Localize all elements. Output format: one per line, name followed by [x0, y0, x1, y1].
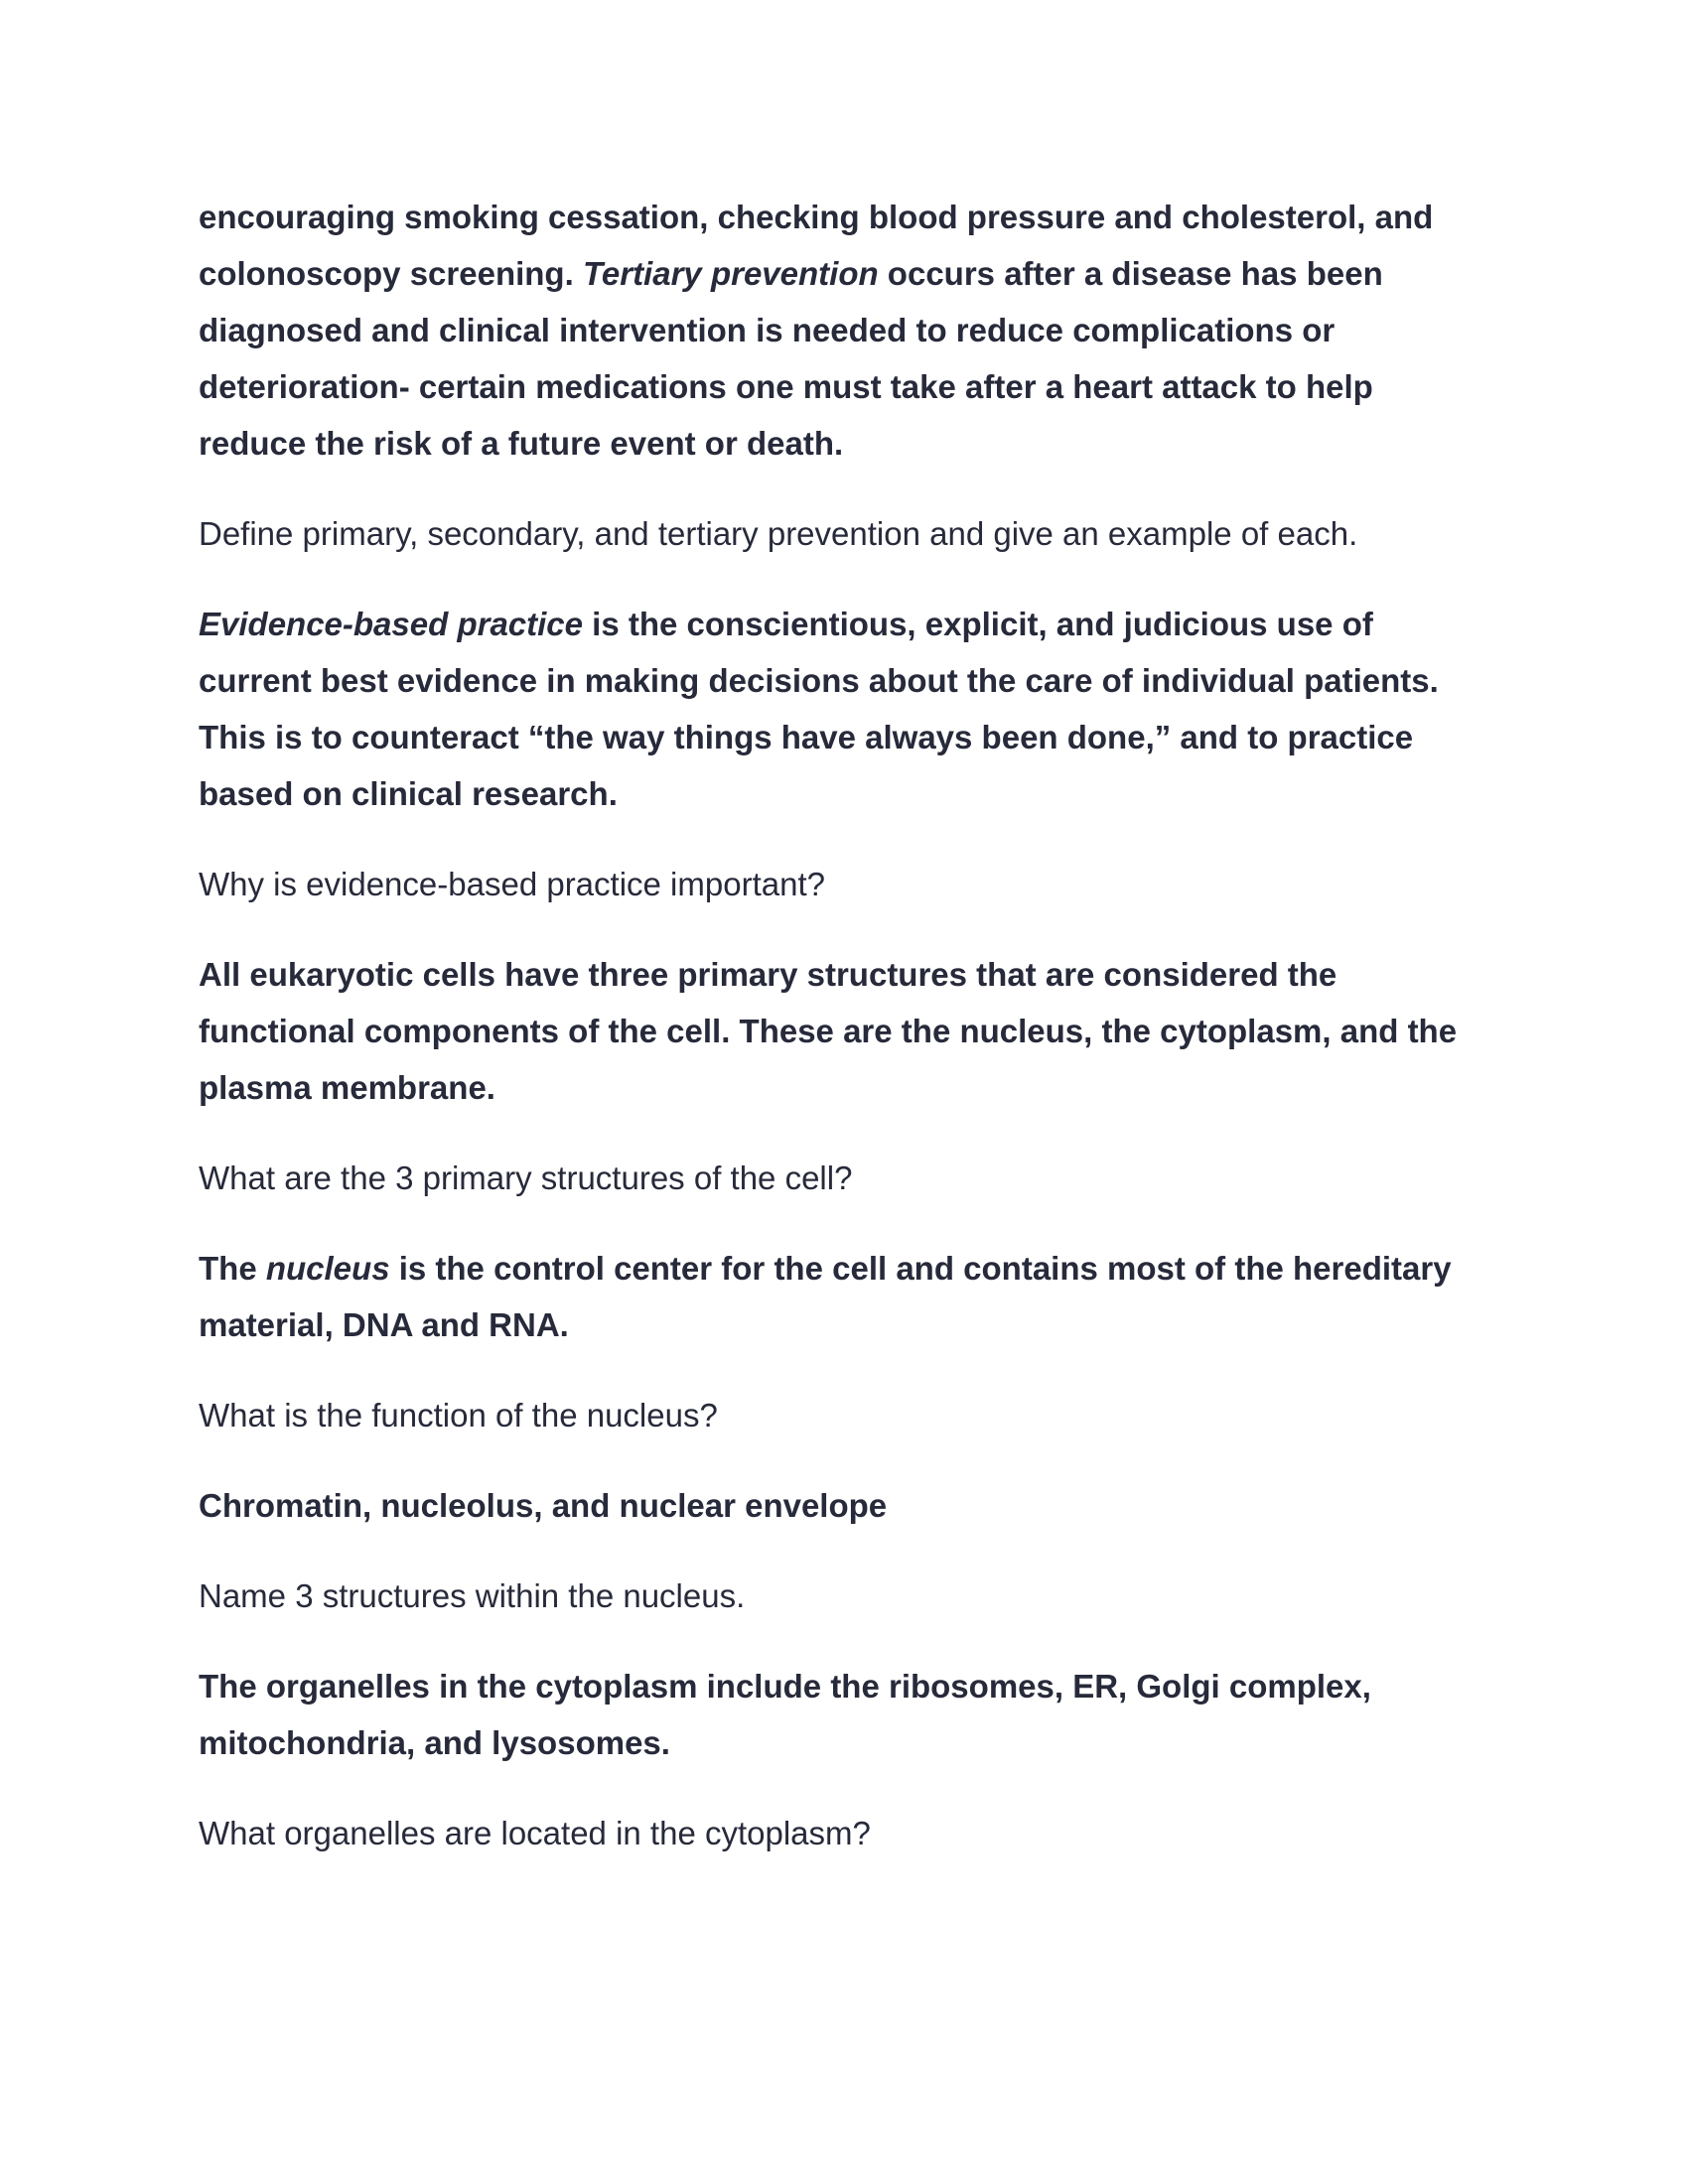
question-text: What is the function of the nucleus? — [199, 1397, 718, 1433]
question-paragraph — [199, 856, 1489, 912]
answer-paragraph — [199, 946, 1489, 1116]
question-paragraph — [199, 1387, 1489, 1443]
answer-text: The organelles in the cytoplasm include the ribosomes, ER, Golgi complex, mitochondria, and lysosomes. — [199, 1668, 1371, 1761]
answer-paragraph — [199, 1658, 1489, 1771]
answer-paragraph — [199, 596, 1489, 822]
document-page — [199, 189, 1489, 1895]
question-text: What are the 3 primary structures of the cell? — [199, 1160, 853, 1196]
answer-paragraph — [199, 1240, 1489, 1353]
answer-text: All eukaryotic cells have three primary structures that are considered the functional components of the cell. These are the nucleus, the cytoplasm, and the plasma membrane. — [199, 956, 1458, 1106]
answer-term-italic: nucleus — [265, 1250, 390, 1287]
answer-text: The — [199, 1250, 266, 1287]
question-text: Name 3 structures within the nucleus. — [199, 1577, 746, 1614]
question-text: Define primary, secondary, and tertiary prevention and give an example of each. — [199, 515, 1358, 552]
question-paragraph — [199, 1805, 1489, 1861]
answer-text: encouraging smoking cessation, checking blood pressure and cholesterol, and colonoscopy screening. — [199, 199, 1434, 292]
question-paragraph — [199, 1150, 1489, 1206]
answer-term-italic: Tertiary prevention — [582, 255, 879, 292]
answer-term-italic: Evidence-based practice — [199, 606, 584, 642]
answer-text: occurs after a disease has been diagnosed and clinical intervention is needed to reduce complications or deterioration- certain medications one must take after a heart attack to help reduce the risk of a future event or death. — [199, 255, 1383, 462]
question-paragraph — [199, 505, 1489, 562]
answer-paragraph — [199, 189, 1489, 472]
answer-paragraph — [199, 1477, 1489, 1534]
question-text: What organelles are located in the cytoplasm? — [199, 1815, 871, 1851]
answer-text: Chromatin, nucleolus, and nuclear envelope — [199, 1487, 888, 1524]
answer-text: is the conscientious, explicit, and judicious use of current best evidence in making decisions about the care of individual patients. This is to counteract “the way things have always been done,” and to practice based on clinical research. — [199, 606, 1439, 812]
question-paragraph — [199, 1568, 1489, 1624]
question-text: Why is evidence-based practice important? — [199, 866, 825, 902]
answer-text: is the control center for the cell and contains most of the hereditary material, DNA and RNA. — [199, 1250, 1452, 1343]
